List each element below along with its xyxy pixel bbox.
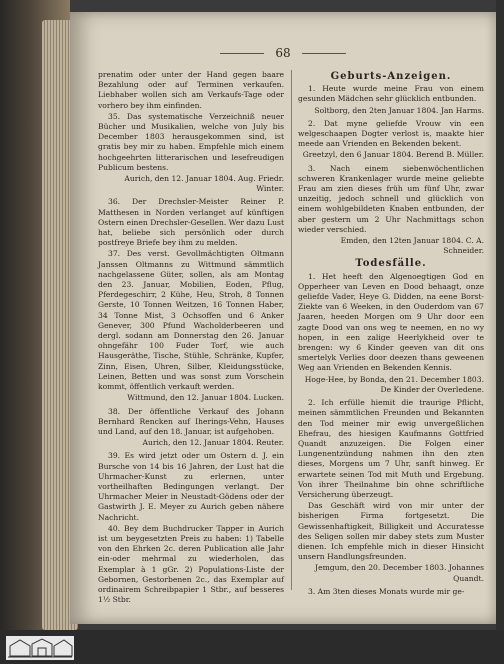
notice-signature: Jemgum, den 20. December 1803. Johannes Quandt. — [315, 563, 484, 583]
section-heading: Geburts-Anzeigen. — [330, 71, 452, 82]
notice-paragraph: 38. Der öffentliche Verkauf des Johann Bernhard Rencken auf Iherings-Vehn, Hauses und Land, auf den 18. Januar, ist aufgehoben. — [98, 406, 284, 436]
notice-paragraph: 1. Heute wurde meine Frau von einem gesunden Mädchen sehr glücklich entbunden. — [298, 84, 484, 104]
notice-paragraph: 37. Des verst. Gevollmächtigten Oltmann Janssen Oltmanns zu Wittmund sämmtlich nachgelassene Güter, sollen, als am Montag den 23. Januar, Mobilien, Eoden, Pflug, Pferdegeschirr, 2 Kühe, Heu, Stroh, 8 Tonnen Gerste, 10 Tonnen Weitzen, 16 Tonnen Haber, 34 Tonne Mist, 3 Ochsoffen und 6 Anker Genever, 300 Pfund Wacholderbeeren und dergl. sodann am Donnerstag den 26. Januar ohngefähr 100 Fuder Torf, wie auch Hausgeräthe, Tische, Stühle, Schränke, Kupfer, Zinn, Eisen, Uhren, Silber, Kleidungsstücke, Leinen, Betten und was sonst zum Vorschein kommt, öffentlich verkauft werden. — [98, 249, 284, 392]
book-page — [70, 12, 496, 624]
notice-signature: Hoge-Hee, by Bonda, den 21. December 1803. De Kinder der Overledene. — [304, 374, 484, 394]
notice-paragraph: 2. Dat myne geliefde Vrouw vin een welgeschaapen Dogter verlost is, maakte hier meede aan Vrienden en Bekenden bekent. — [298, 118, 484, 149]
notice-paragraph: 3. Am 3ten dieses Monats wurde mir ge- — [308, 586, 465, 596]
notice-paragraph: 1. Het heeft den Algenoegtigen God en Opperheer van Leven en Dood behaagt, onze geliefde Vader, Heye G. Didden, na eene Borst-Ziekte van 6 Weeken, in den Ouderdom van 67 Jaaren, heeden Morgen om 9 Uhr door een zagte Dood van ons weg te neemen, en no wy hopen, in een zalige Heerlykheid over te brengen: wy 6 Kinder geeven van dit ons smertelyk Verlies door deezen thans geweenen Weg aan Vrienden en Bekenden Kennis. — [298, 271, 484, 373]
notice-paragraph: 3. Nach einem siebenwöchentlichen schweren Krankenlager wurde meine geliebte Frau am zien dieses früh um fünf Uhr, zwar unzeitig, jedoch schnell und glücklich von einem wohlgebildeten Knaben entbunden, der aber gestern um 2 Uhr Nachmittags schon wieder verschied. — [298, 163, 484, 234]
right-column — [298, 70, 484, 598]
notice-paragraph: 39. Es wird jetzt oder um Ostern d. J. ein Bursche von 14 bis 16 Jahren, der Lust hat die Uhrmacher-Kunst zu erlernen, unter vortheilhaften Bedingungen verlangt. Der Uhrmacher Meier in Neustadt-Gödens oder der Gastwirth J. E. Meyer zu Aurich geben nähere Nachricht. — [98, 451, 284, 522]
notice-paragraph: 2. Ich erfülle hiemit die traurige Pflicht, meinen sämmtlichen Freunden und Bekannten den Tod meiner mir ewig unvergeßlichen Ehefrau, des hiesigen Kaufmanns Gottfried Quandt anzuzeigen. Die Folgen einer Lungenentzündung nahmen ihn den zten dieses, Morgens um 7 Uhr, sanft hinweg. Er erwartete seinen Tod mit Muth und Ergebung. Von ihrer Theilnahme bin ohne schriftliche Versicherung überzeugt. — [298, 398, 484, 499]
notice-signature: Aurich, den 12. Januar 1804. Aug. Friedr. Winter. — [124, 174, 284, 194]
notice-paragraph: 36. Der Drechsler-Meister Reiner P. Matthesen in Norden verlanget auf künftigen Ostern einen Drechsler-Gesellen. Wer dazu Lust hat, beliebe sich persönlich oder durch postfreye Briefe bey ihm zu melden. — [98, 197, 284, 248]
page-number: 68 — [275, 46, 291, 60]
left-column — [98, 70, 284, 606]
header-rule-left — [220, 53, 264, 54]
section-heading: Todesfälle. — [355, 258, 427, 270]
scan-footer — [0, 630, 504, 664]
notice-paragraph: prenatim oder unter der Hand gegen baare Bezahlung oder auf Terminen verkaufen. Liebhaber wollen sich am Verkaufs-Tage oder vorhero bey ihm einfinden. — [98, 70, 284, 110]
notice-signature: Aurich, den 12. Januar 1804. Reuter. — [142, 438, 284, 448]
column-divider — [291, 70, 292, 590]
notice-paragraph: Das Geschäft wird von mir unter der bisherigen Firma fortgesetzt. Die Gewissenhaftigkeit, Billigkeit und Accuratesse des Seligen sollen mir dabey stets zum Muster dienen. Ich empfehle mich in dieser Hinsicht unsern Handlungsfreunden. — [298, 501, 484, 562]
scan-edge — [496, 0, 504, 664]
notice-signature: Wittmund, den 12. Januar 1804. Lucken. — [127, 393, 284, 403]
notice-signature: Greetzyl, den 6 Januar 1804. Berend B. Müller. — [302, 150, 484, 160]
library-logo-icon — [6, 636, 74, 660]
notice-paragraph: 35. Das systematische Verzeichniß neuer Bücher und Musikalien, welche von July bis December 1803 herausgekommen sind, ist gratis bey mir zu haben. Empfehle mich einem hochgeehrten litterarischen und lesefreudigen Publicum bestens. — [98, 111, 284, 172]
notice-signature: Emden, den 12ten Januar 1804. C. A. Schneider. — [340, 236, 484, 256]
notice-paragraph: 40. Bey dem Buchdrucker Tapper in Aurich ist um beygesetzten Preis zu haben: 1) Tabelle von den Ehrken 2c. deren Publication alle Jahr ein-oder mehrmal zu wiederholen, das Exemplar à 1 gGr. 2) Populations-Liste der Gebornen, Gestorbenen 2c., das Exemplar auf ordinairem Schreibpapier 1 Stbr., auf besseres 1½ Stbr. — [98, 523, 284, 605]
header-rule-right — [302, 53, 346, 54]
notice-signature: Soltborg, den 2ten Januar 1804. Jan Harms. — [314, 105, 484, 115]
